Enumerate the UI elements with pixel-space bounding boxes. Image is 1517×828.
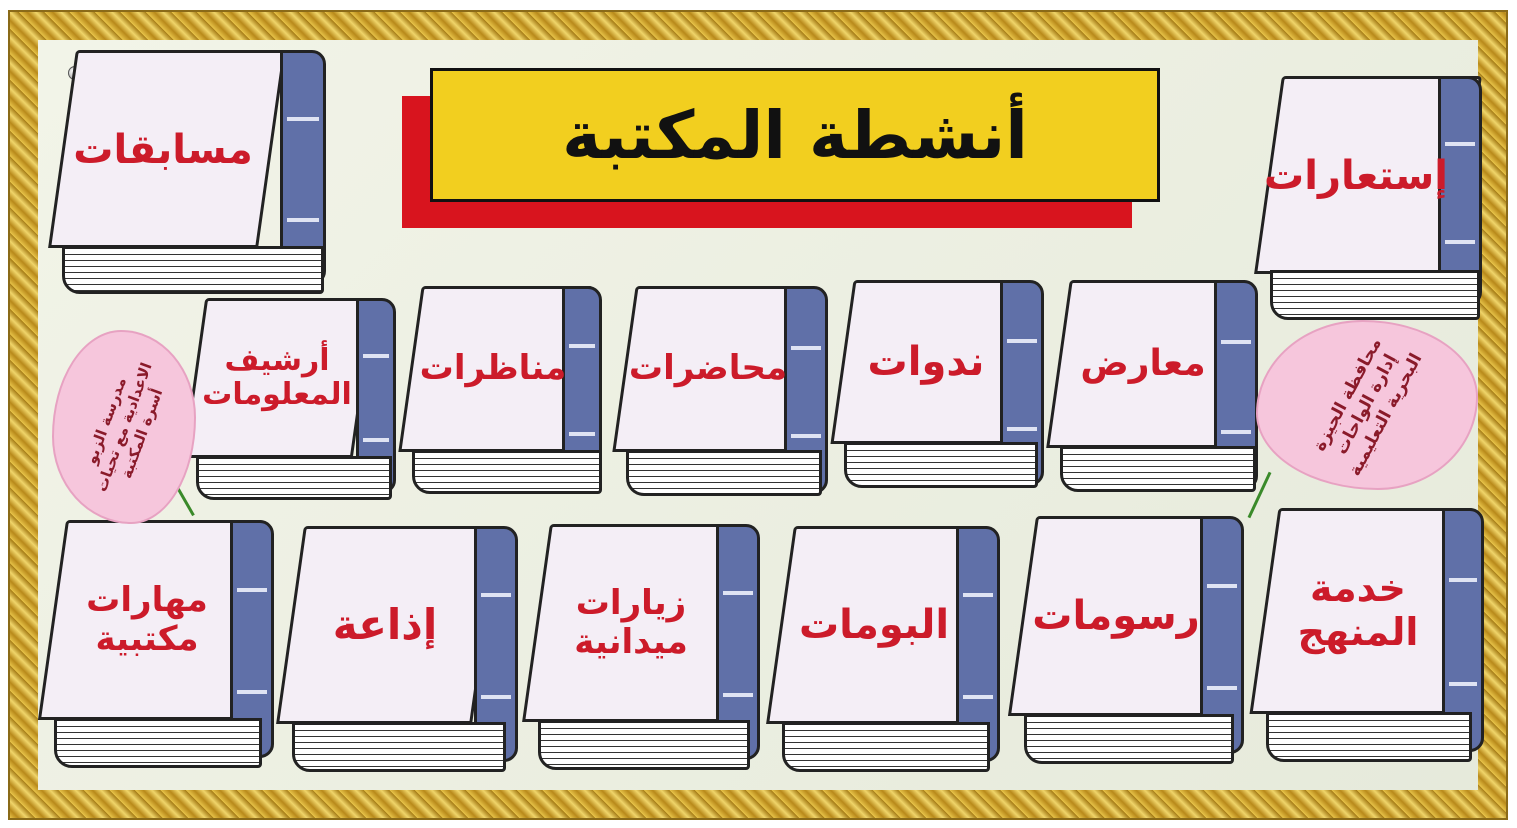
book-pages	[196, 456, 392, 500]
book-pages	[1060, 446, 1256, 492]
book-pages	[1270, 270, 1480, 320]
book-label: مناظرات	[419, 348, 567, 389]
book-pages	[782, 722, 990, 772]
book-pages	[412, 450, 602, 494]
school-cloud-text: مدرسة الزبو الاعدادية مع تحيات أسرة المكتبة	[82, 359, 166, 494]
book-label: مسابقات	[73, 127, 253, 173]
book-pages	[1024, 714, 1234, 764]
book-pages	[292, 722, 506, 772]
book-label: محاضرات	[628, 348, 788, 389]
book-label: إستعارات	[1264, 153, 1448, 199]
directorate-cloud	[1258, 322, 1476, 488]
book-pages	[62, 246, 324, 294]
book-label: زيارات ميدانية	[574, 582, 688, 662]
title-banner	[430, 68, 1160, 202]
book-label: أرشيف المعلومات	[202, 342, 352, 412]
directorate-cloud-text: محافظة الجيزة إدارة الواحات البحرية التعليمية	[1309, 334, 1426, 480]
book-label: إذاعة	[332, 599, 438, 649]
book-pages	[844, 442, 1038, 488]
book-pages	[54, 718, 262, 768]
book-label: معارض	[1080, 343, 1206, 385]
book-pages	[626, 450, 822, 496]
book-label: رسومات	[1032, 593, 1200, 639]
page-title: أنشطة المكتبة	[562, 96, 1028, 174]
book-label: البومات	[798, 602, 950, 648]
book-label: ندوات	[867, 339, 985, 385]
book-pages	[538, 720, 750, 770]
book-label: مهارات مكتبية	[86, 579, 208, 659]
school-cloud	[54, 332, 194, 522]
book-pages	[1266, 712, 1472, 762]
book-label: خدمة المنهج	[1297, 566, 1419, 654]
